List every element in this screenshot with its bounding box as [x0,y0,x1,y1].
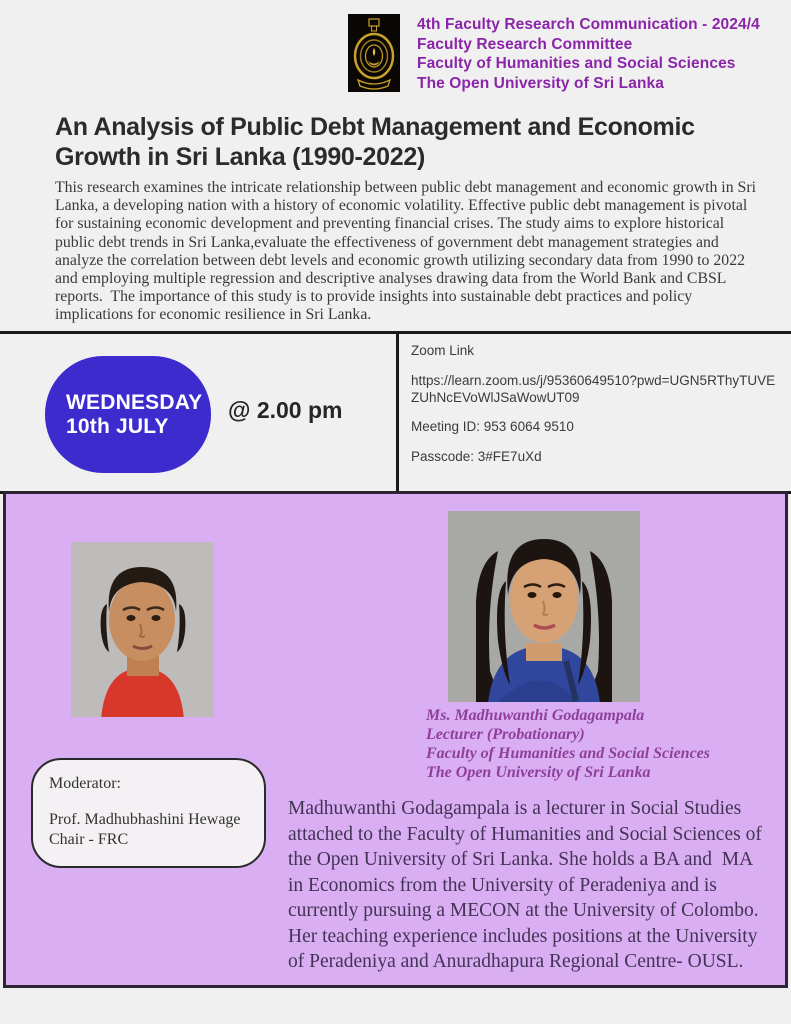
date-badge [45,356,211,473]
speaker-faculty: Faculty of Humanities and Social Sciences [426,745,711,762]
header-line-committee: Faculty Research Committee [417,35,633,53]
speaker-bio: Madhuwanthi Godagampala is a lecturer in Social Studies attached to the Faculty of Humanities and Social Sciences of the Open University of Sri Lanka. She holds a BA and MA in Economics from the University of Peradeniya and is currently pursuing a MECON at the University of Colombo. Her teaching experience includes positions at the University of Peradeniya and Anuradhapura Regional Centre- OUSL. [288,798,767,972]
ousl-crest-graphic [348,14,400,92]
speaker-panel [3,491,788,988]
schedule-band [0,331,791,494]
header-line-university: The Open University of Sri Lanka [417,74,664,92]
moderator-box [31,758,266,868]
moderator-photo [71,542,214,717]
moderator-name: Prof. Madhubhashini Hewage [49,811,241,828]
speaker-position: Lecturer (Probationary) [426,726,585,743]
speaker-photo [448,511,640,702]
zoom-passcode: Passcode: 3#FE7uXd [411,449,542,464]
header-line-event: 4th Faculty Research Communication - 2024/4 [417,16,760,33]
header-line-faculty: Faculty of Humanities and Social Sciences [417,55,736,72]
page-title: An Analysis of Public Debt Management and Economic Growth in Sri Lanka (1990-2022) [55,113,695,171]
speaker-name: Ms. Madhuwanthi Godagampala [426,707,645,724]
zoom-link-label: Zoom Link [411,343,475,358]
event-day: WEDNESDAY [66,390,203,414]
event-time: @ 2.00 pm [228,397,343,423]
moderator-label: Moderator: [49,775,121,792]
event-date: 10th JULY [66,414,169,438]
zoom-meeting-id: Meeting ID: 953 6064 9510 [411,419,574,434]
zoom-details [411,342,776,465]
speaker-university: The Open University of Sri Lanka [426,764,651,781]
zoom-meeting-url[interactable]: https://learn.zoom.us/j/95360649510?pwd=UGN5RThyTUVEZUhNcEVoWlJSaWowUT09 [411,373,776,405]
band-divider [396,334,399,491]
speaker-info-block [426,706,776,782]
header-text-block [417,15,787,93]
abstract-paragraph: This research examines the intricate relationship between public debt management and economic growth in Sri Lanka, a developing nation with a history of economic volatility. Effective public debt management is pivotal for sustaining economic development and preventing financial crises. The study aims to explore historical public debt trends in Sri Lanka,evaluate the effectiveness of government debt management strategies and analyze the correlation between debt levels and economic growth utilizing secondary data from 1990 to 2022 and employing multiple regression and descriptive analyses drawing data from the World Bank and CBSL reports. The importance of this study is to provide insights into sustainable debt practices and policy implications for economic resilience in Sri Lanka. [55,179,760,324]
moderator-role: Chair - FRC [49,831,129,848]
ousl-crest-logo [348,14,400,92]
